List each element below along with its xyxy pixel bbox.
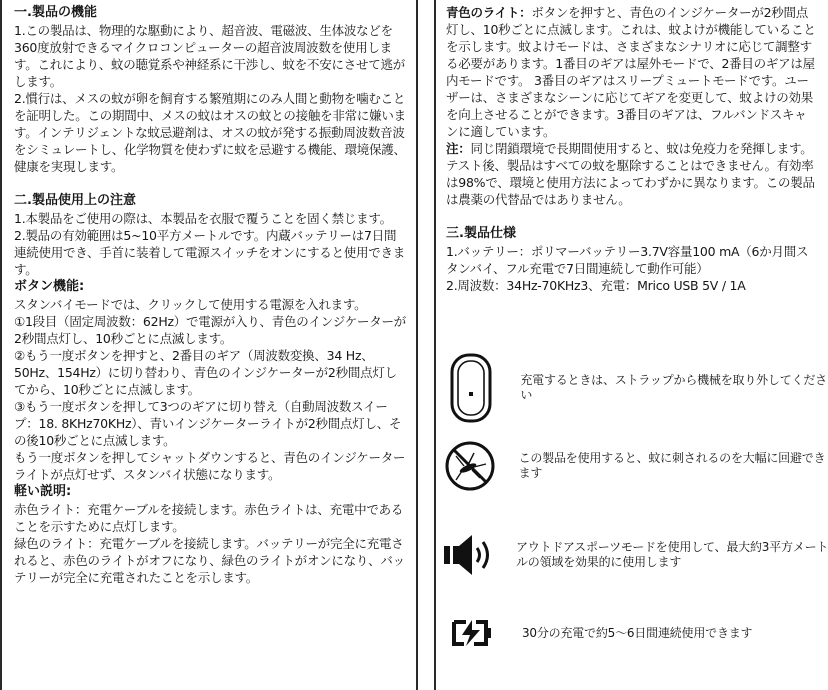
blue-light-text: ボタンを押すと、青色のインジケーターが2秒間点灯し、10秒ごとに点滅します。これは、蚊よけが機能していることを示します。蚊よけモードは、さまざまなシナリオに応じて調整する必要があります。1番目のギアは屋外モードで、2番目のギアは屋内モードです。 3番目のギアはスリープミュートモードです。ユーザーは、さまざまなシーンに応じてギアを変更して、蚊よけの効果を向上させることができます。3番目のギアは、フルバンドスキャンに適しています。 xyxy=(446,5,816,139)
feature-row xyxy=(436,440,828,492)
right-column xyxy=(434,0,828,690)
section-title-specifications: 三.製品仕様 xyxy=(446,226,516,241)
feature-row xyxy=(436,532,828,578)
note-label: 注： xyxy=(446,141,471,156)
battery-charging-icon xyxy=(442,618,502,648)
paragraph: ③もう一度ボタンを押して3つのギアに切り替え（自動周波数スイープ：18. 8KHz70KHz）、青いインジケーターライトが2秒間点灯し、その後10秒ごとに点滅します。 xyxy=(14,399,402,448)
paragraph: 緑色のライト：充電ケーブルを接続します。バッテリーが完全に充電されると、赤色のライトがオフになり、緑色のライトがオンになり、バッテリーが完全に充電されたことを示します。 xyxy=(14,536,405,585)
paragraph: 2.慣行は、メスの蚊が卵を飼育する繁殖期にのみ人間と動物を噛むことを証明した。この期間中、メスの蚊はオスの蚊との接触を非常に嫌います。インテリジェントな蚊忌避剤は、オスの蚊が発する振動周波数音波をシミュレートし、化学物質を使わずに蚊を忌避する機能、環境保護、健康を実現します。 xyxy=(14,91,406,174)
feature-row xyxy=(436,618,828,648)
paragraph: 1.この製品は、物理的な駆動により、超音波、電磁波、生体波などを360度放射できるマイクロコンピューターの超音波周波数を使用します。これにより、蚊の聴覚系や神経系に干渉し、蚊を不安にさせて逃がします。 xyxy=(14,23,406,89)
note-text: 同じ閉鎖環境で長期間使用すると、蚊は免疫力を発揮します。テスト後、製品はすべての蚊を駆除することはできません。有効率は98%で、環境と使用方法によってわずかに異なります。この製品は農薬の代替品ではありません。 xyxy=(446,141,815,207)
speaker-icon xyxy=(442,532,496,578)
no-mosquito-icon xyxy=(442,440,499,492)
paragraph: 1.本製品をご使用の際は、本製品を衣服で覆うことを固く禁じます。 xyxy=(14,211,392,226)
device-icon xyxy=(442,352,500,424)
feature-text: アウトドアスポーツモードを使用して、最大約3平方メートルの領域を効果的に使用します xyxy=(516,540,828,569)
section-title-functions: 一.製品の機能 xyxy=(14,5,97,20)
paragraph-note xyxy=(446,140,818,208)
feature-row xyxy=(436,352,828,424)
paragraph: 1.バッテリー：ポリマーバッテリー3.7V容量100 mA（6か月間スタンバイ、フル充電で7日間連続して動作可能） xyxy=(446,244,809,276)
paragraph: 2.製品の有効範囲は5~10平方メートルです。内蔵バッテリーは7日間連続使用でき、手首に装着して電源スイッチをオンにすると使用できます。 xyxy=(14,228,406,277)
paragraph: スタンバイモードでは、クリックして使用する電源を入れます。 xyxy=(14,297,367,312)
paragraph: 赤色ライト：充電ケーブルを接続します。赤色ライトは、充電中であることを示すために点灯します。 xyxy=(14,502,404,534)
paragraph: もう一度ボタンを押してシャットダウンすると、青色のインジケーターライトが点灯せず、スタンバイ状態になります。 xyxy=(14,450,406,482)
blue-light-label: 青色のライト： xyxy=(446,5,532,20)
paragraph: ②もう一度ボタンを押すと、2番目のギア（周波数変換、34 Hz、50Hz、154Hz）に切り替わり、青色のインジケーターが2秒間点灯してから、10秒ごとに点滅します。 xyxy=(14,348,397,397)
paragraph: 2.周波数：34Hz-70KHz3、充電：Mrico USB 5V / 1A xyxy=(446,278,746,293)
subheading-light-description: 軽い説明: xyxy=(14,484,72,499)
feature-text: 30分の充電で約5～6日間連続使用できます xyxy=(522,625,753,640)
paragraph-blue-light xyxy=(446,4,818,140)
paragraph: ①1段目（固定周波数：62Hz）で電源が入り、青色のインジケーターが2秒間点灯し、10秒ごとに点滅します。 xyxy=(14,314,406,346)
feature-text: この製品を使用すると、蚊に刺されるのを大幅に回避できます xyxy=(518,451,826,480)
section-title-precautions: 二.製品使用上の注意 xyxy=(14,193,136,208)
feature-text: 充電するときは、ストラップから機械を取り外してください xyxy=(520,373,827,402)
subheading-button-functions: ボタン機能: xyxy=(14,279,85,294)
